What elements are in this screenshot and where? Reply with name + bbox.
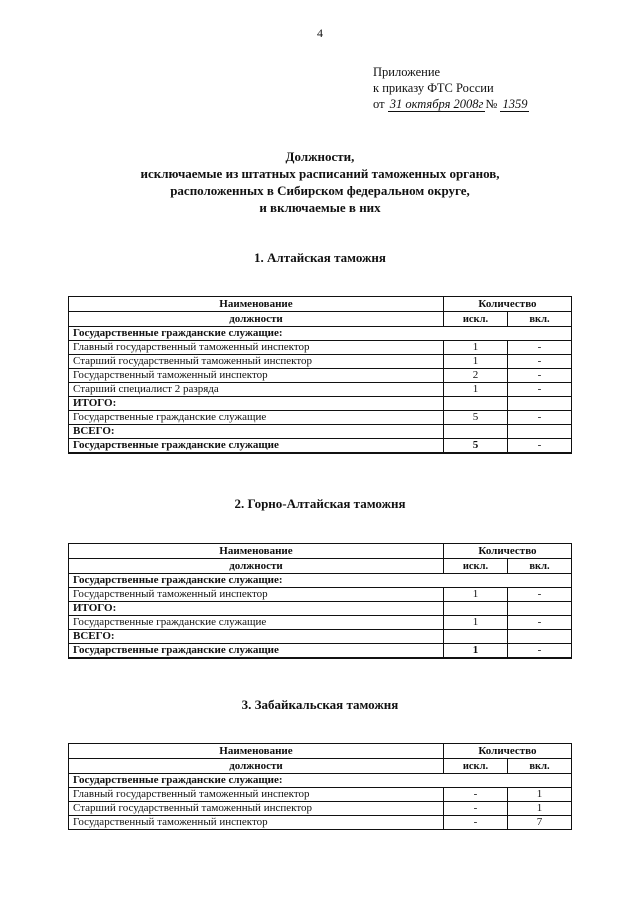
vsego-excl: 1 (443, 644, 507, 659)
itogo-incl: - (508, 411, 572, 425)
position-name: Государственный таможенный инспектор (69, 369, 444, 383)
table-row (69, 369, 572, 383)
table-row (69, 355, 572, 369)
itogo-incl: - (508, 616, 572, 630)
table-header-row (69, 312, 572, 327)
group-label: Государственные гражданские служащие: (69, 774, 572, 788)
excl-value: 1 (443, 383, 507, 397)
itogo-label: ИТОГО: (69, 397, 444, 411)
vsego-incl: - (508, 439, 572, 454)
appendix-line3 (373, 96, 529, 112)
group-label: Государственные гражданские служащие: (69, 574, 572, 588)
incl-value: 1 (508, 788, 572, 802)
header-name-bottom: должности (69, 312, 444, 327)
vsego-incl: - (508, 644, 572, 659)
document-title (0, 148, 640, 216)
incl-value: 1 (508, 802, 572, 816)
title-line: расположенных в Сибирском федеральном округе, (170, 183, 470, 198)
position-name: Государственный таможенный инспектор (69, 588, 444, 602)
group-label: Государственные гражданские служащие: (69, 327, 572, 341)
incl-value: - (508, 588, 572, 602)
appendix-from: от (373, 97, 385, 111)
itogo-label-row (69, 602, 572, 616)
vsego-label-row (69, 630, 572, 644)
excl-value: 1 (443, 588, 507, 602)
incl-value: - (508, 383, 572, 397)
excl-value: - (443, 788, 507, 802)
vsego-label-row (69, 425, 572, 439)
vsego-row (69, 439, 572, 454)
positions-table (68, 543, 572, 659)
vsego-excl: 5 (443, 439, 507, 454)
title-line: Должности, (285, 149, 355, 164)
itogo-excl: 5 (443, 411, 507, 425)
header-excl: искл. (443, 559, 507, 574)
positions-table (68, 743, 572, 830)
position-name: Главный государственный таможенный инспектор (69, 788, 444, 802)
itogo-name: Государственные гражданские служащие (69, 616, 444, 630)
vsego-label: ВСЕГО: (69, 630, 444, 644)
header-name-top: Наименование (69, 544, 444, 559)
table-header-row (69, 559, 572, 574)
incl-value: - (508, 369, 572, 383)
header-name-top: Наименование (69, 297, 444, 312)
excl-value: 2 (443, 369, 507, 383)
header-incl: вкл. (508, 559, 572, 574)
title-line: и включаемые в них (259, 200, 381, 215)
itogo-label: ИТОГО: (69, 602, 444, 616)
position-name: Старший государственный таможенный инспектор (69, 802, 444, 816)
itogo-excl: 1 (443, 616, 507, 630)
vsego-name: Государственные гражданские служащие (69, 439, 444, 454)
header-excl: искл. (443, 312, 507, 327)
order-date: 31 октября 2008г (389, 97, 484, 111)
header-qty: Количество (443, 297, 571, 312)
position-name: Главный государственный таможенный инспектор (69, 341, 444, 355)
header-qty: Количество (443, 544, 571, 559)
position-name: Старший государственный таможенный инспектор (69, 355, 444, 369)
incl-value: - (508, 341, 572, 355)
table-row (69, 788, 572, 802)
title-line: исключаемые из штатных расписаний таможенных органов, (140, 166, 500, 181)
appendix-line1: Приложение (373, 65, 441, 79)
order-number: 1359 (502, 97, 528, 111)
section-title: 2. Горно-Алтайская таможня (234, 496, 406, 511)
section-title: 1. Алтайская таможня (254, 250, 386, 265)
header-name-bottom: должности (69, 759, 444, 774)
excl-value: 1 (443, 341, 507, 355)
header-name-top: Наименование (69, 744, 444, 759)
section-title: 3. Забайкальская таможня (241, 697, 399, 712)
table-header-row (69, 744, 572, 759)
appendix-block (373, 64, 529, 112)
table-header-row (69, 297, 572, 312)
itogo-row (69, 411, 572, 425)
table-row (69, 383, 572, 397)
header-name-bottom: должности (69, 559, 444, 574)
itogo-row (69, 616, 572, 630)
excl-value: 1 (443, 355, 507, 369)
incl-value: - (508, 355, 572, 369)
page-number: 4 (317, 26, 323, 40)
table-row (69, 341, 572, 355)
header-incl: вкл. (508, 312, 572, 327)
table-row (69, 802, 572, 816)
appendix-line2: к приказу ФТС России (373, 81, 494, 95)
position-name: Старший специалист 2 разряда (69, 383, 444, 397)
itogo-label-row (69, 397, 572, 411)
group-row (69, 774, 572, 788)
table-row (69, 588, 572, 602)
incl-value: 7 (508, 816, 572, 830)
header-qty: Количество (443, 744, 571, 759)
group-row (69, 574, 572, 588)
table-row (69, 816, 572, 830)
table-header-row (69, 759, 572, 774)
itogo-name: Государственные гражданские служащие (69, 411, 444, 425)
position-name: Государственный таможенный инспектор (69, 816, 444, 830)
excl-value: - (443, 802, 507, 816)
table-header-row (69, 544, 572, 559)
excl-value: - (443, 816, 507, 830)
header-incl: вкл. (508, 759, 572, 774)
vsego-row (69, 644, 572, 659)
header-excl: искл. (443, 759, 507, 774)
vsego-name: Государственные гражданские служащие (69, 644, 444, 659)
group-row (69, 327, 572, 341)
number-sign: № (485, 97, 498, 111)
positions-table (68, 296, 572, 454)
vsego-label: ВСЕГО: (69, 425, 444, 439)
